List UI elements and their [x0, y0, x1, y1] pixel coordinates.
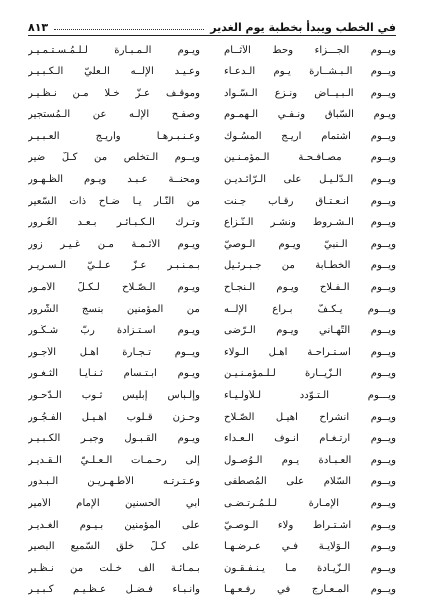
verse-first-hemistich: ويــوم الـزّيـادة مـا يـنـفـقـون [224, 562, 396, 574]
verse-first-hemistich: ويــوم الـفـلاح ويـوم الـنجـاح [224, 282, 396, 294]
verse-second-hemistich: ويـوم القـبـول وجبـر الكـبـيـر [28, 433, 200, 445]
verse-second-hemistich: ويـوم ابـتـسام ثـنـايـا الثـغـور [28, 368, 200, 380]
verse-second-hemistich: ويـوم الأئـمـة مـن غـيـر زور [28, 238, 200, 250]
verse-second-hemistich: ويـوم اسـتـزادة ربّ شـكُـور [28, 325, 200, 337]
verse-line [28, 472, 396, 492]
verse-first-hemistich: ويــوم الجـــزاء وحطّ الآثــام [224, 44, 396, 56]
header-title: في الخطب ويبدأ بخطبة يوم الغدير [210, 21, 396, 34]
verse-first-hemistich: ويــوم الـبـيــاض ونـزع الـسّـواد [224, 87, 396, 99]
verse-line [28, 299, 396, 319]
verse-first-hemistich: ويــوم اسـتـراحـة أهـل الـولاء [224, 346, 396, 358]
verse-first-hemistich: ويــوم الـنبيّ ويـوم الـوصيّ [224, 238, 396, 250]
verse-line [28, 148, 396, 168]
verse-line [28, 191, 396, 211]
verse-second-hemistich: من النّـار يـا ضـاح ذات السّعير [28, 195, 200, 207]
verse-second-hemistich: ويـوم الـصّـلاح لـكـلّ الأمـور [28, 282, 200, 294]
verse-line [28, 170, 396, 190]
verse-line [28, 450, 396, 470]
verse-second-hemistich: ويـوم الـمـبـارة لـلـمُـسـتـمـيـر [28, 44, 200, 56]
verse-line [28, 364, 396, 384]
page-number: ٨١٣ [28, 21, 49, 34]
verse-second-hemistich: ويــوم تـجـارة أهـل الأجـور [28, 346, 200, 358]
verse-second-hemistich: وحـزن قـلوب أهـيـل الفـجُـور [28, 411, 200, 423]
verse-second-hemistich: وأنـبـاء فـضـل عـظـيـم كـبـيـر [28, 584, 200, 596]
verse-line [28, 429, 396, 449]
header-rule [28, 35, 396, 36]
verse-line [28, 558, 396, 578]
verse-line [28, 321, 396, 341]
verse-line [28, 105, 396, 125]
verse-line [28, 537, 396, 557]
verse-second-hemistich: من المؤمنين بنسج الشّرور [28, 303, 200, 315]
verse-second-hemistich: بـمـائـة ألف خـلت من نـظـير [28, 562, 200, 574]
verse-second-hemistich: أبي الحسنين الإمام الأمير [28, 497, 200, 509]
verse-first-hemistich: ويــوم الـشـروط ونشـر الـنّـزاع [224, 217, 396, 229]
verse-line [28, 278, 396, 298]
verse-second-hemistich: على كـلّ خلق السّميع البصير [28, 541, 200, 553]
verse-second-hemistich: على المؤمنين بـيـوم الغـديـر [28, 519, 200, 531]
verse-line [28, 234, 396, 254]
verse-first-hemistich: ويــوم الـدّلـيـل على الـرّائـديـن [224, 174, 396, 186]
verse-first-hemistich: ويــوم التّهـاني ويـوم الـرّضى [224, 325, 396, 337]
verse-line [28, 40, 396, 60]
verse-first-hemistich: ويــوم الـبـشــارة يـوم الـدعـاء [224, 66, 396, 78]
verse-second-hemistich: وتـرك الـكـبـائـر بـعـد الغُـرور [28, 217, 200, 229]
verse-line [28, 515, 396, 535]
verse-first-hemistich: ويــوم انشراح أهيـل الصّـلاح [224, 411, 396, 423]
verse-second-hemistich: ويــوم الـتخلّص من كـلّ ضير [28, 152, 200, 164]
verse-second-hemistich: وموقـف عـزّ خـلا مـن نـظـيـر [28, 87, 200, 99]
verse-first-hemistich: ويـوم السّباق ونـفـي الـهمـوم [224, 109, 396, 121]
verse-second-hemistich: وصفـح الإلـه عن الـمُستجير [28, 109, 200, 121]
verse-line [28, 493, 396, 513]
verse-first-hemistich: ويــوم مصـافـحـة الـمؤمـنـين [224, 152, 396, 164]
header-dot-leader [54, 29, 204, 30]
verse-line [28, 83, 396, 103]
running-header [28, 14, 396, 34]
verse-second-hemistich: وعـنـبـرهـا وأريـج العـبـيـر [28, 130, 200, 142]
verse-first-hemistich: ويــوم انـعـتـاق رقـاب جـنت [224, 195, 396, 207]
verse-first-hemistich: ويــوم السّلام على المُصطفى [224, 476, 396, 488]
verse-second-hemistich: إلى رحـمـات الـعـلـيّ الـقـديـر [28, 454, 200, 466]
verse-first-hemistich: ويــوم اشـتـراط ولاء الـوصـيّ [224, 519, 396, 531]
verse-second-hemistich: ومحنــة عـبـد ويـوم الظّـهـور [28, 174, 200, 186]
verse-line [28, 62, 396, 82]
verse-line [28, 213, 396, 233]
verse-second-hemistich: وإلـباس إبليس ثـوب الـدّحـور [28, 390, 200, 401]
verse-first-hemistich: ويــوم الـزّيــارة لـلـمؤمـنـيـن [224, 368, 396, 380]
verse-line [28, 256, 396, 276]
verse-first-hemistich: ويــوم الإمـارة لـلـمُـرتـضـى [224, 497, 396, 509]
verse-first-hemistich: ويــوم العـبـادة يـوم الـوُصـول [224, 454, 396, 466]
verse-first-hemistich: ويــوم ارتـغـام أنـوف الـعـداء [224, 433, 396, 445]
verse-first-hemistich: ويـــوم الـتـوّدد لـلأولـيـاء [224, 390, 396, 401]
verse-second-hemistich: وعـتـرتـه الأطـهـريـن الـبـدور [28, 476, 200, 488]
poem-verses [28, 40, 396, 600]
verse-second-hemistich: بـمـنـبـر عـزّ عـلـيّ الـسـريـر [28, 260, 200, 272]
verse-line [28, 580, 396, 600]
verse-first-hemistich: ويــوم اشتمام أريـج المسُـوك [224, 130, 396, 142]
verse-line [28, 407, 396, 427]
verse-second-hemistich: وعـيـد الإلــه الـعليّ الـكـبـيـر [28, 66, 200, 78]
verse-line [28, 342, 396, 362]
verse-line [28, 126, 396, 146]
verse-line [28, 386, 396, 406]
verse-first-hemistich: ويــوم الخطـابة من جـبـرئـيل [224, 260, 396, 272]
verse-first-hemistich: ويــوم المـعـارج في رفـعـهـا [224, 584, 396, 596]
verse-first-hemistich: ويـــوم يـكـفّ بـراع الإلــه [224, 303, 396, 315]
verse-first-hemistich: ويــوم الـوَلايـة فـي عـرضـهـا [224, 541, 396, 553]
